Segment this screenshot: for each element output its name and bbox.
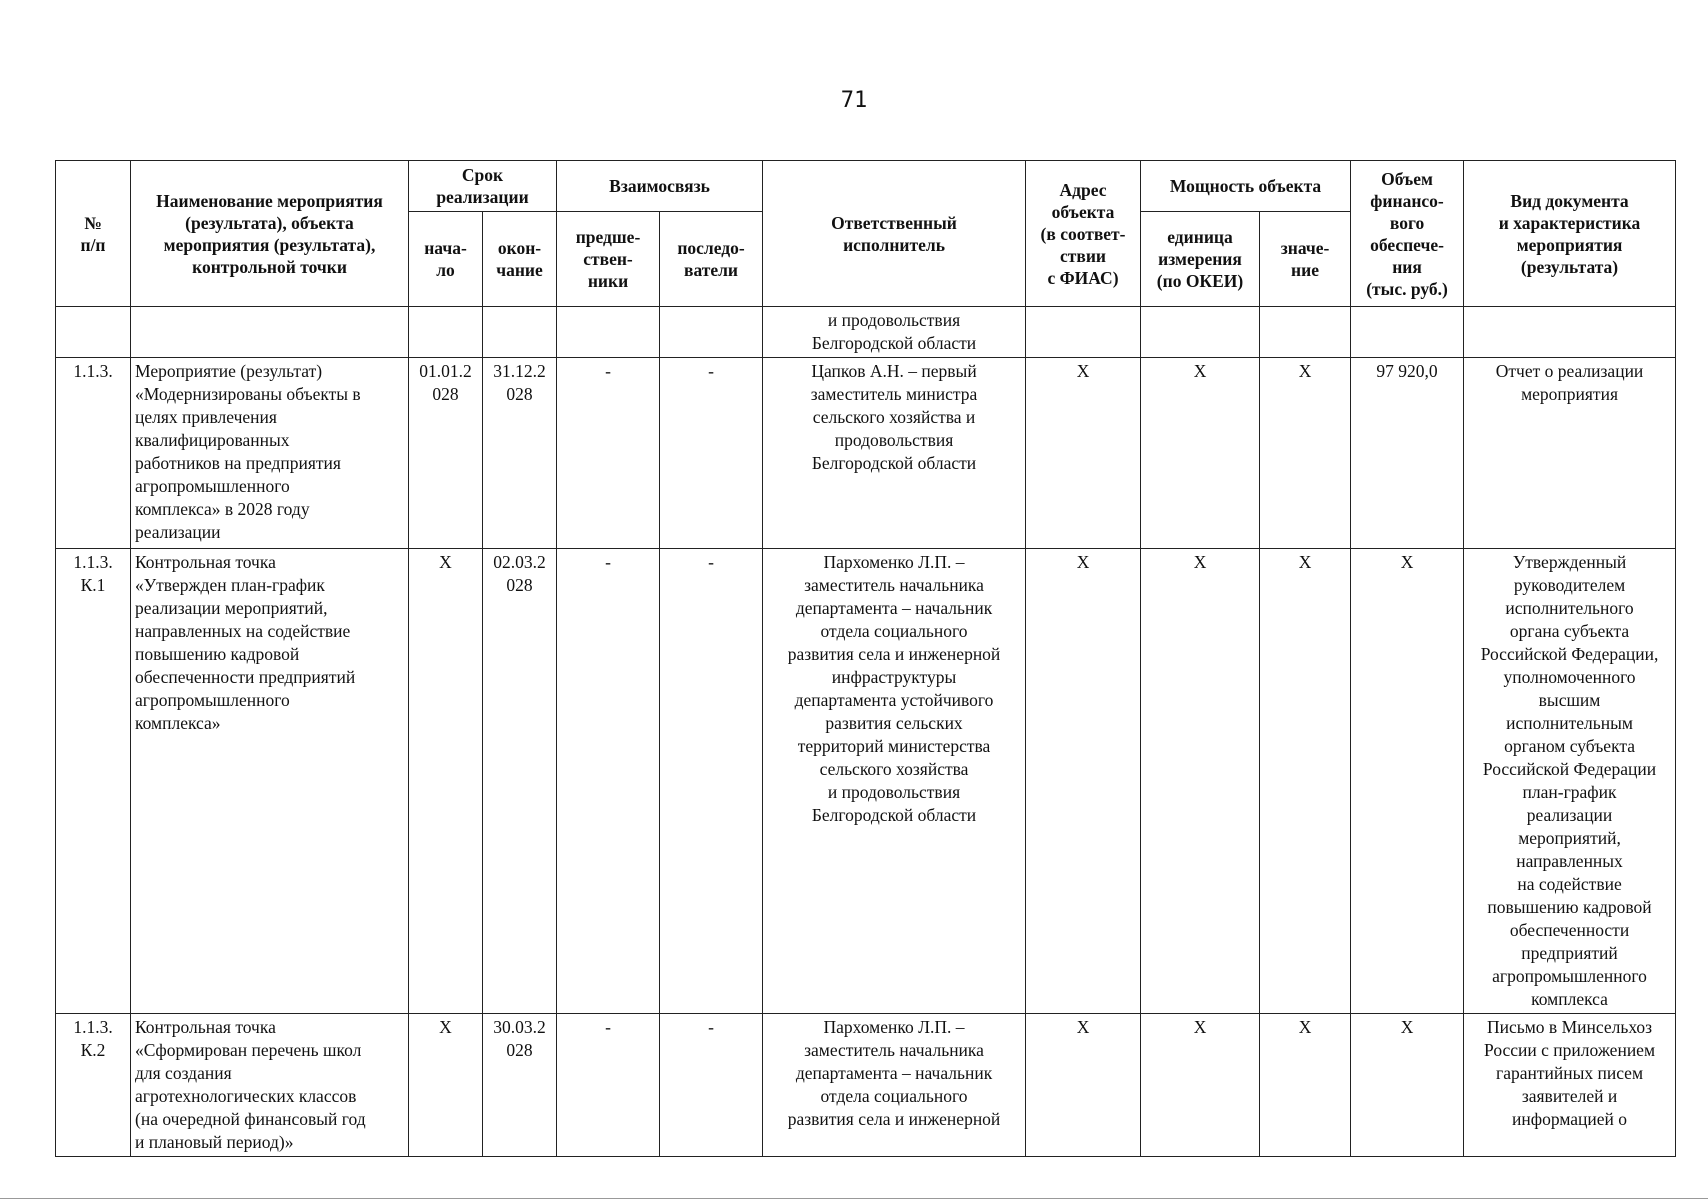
- table-row: [56, 549, 1676, 1014]
- cell-value: X: [1260, 549, 1351, 1014]
- cell-next: -: [660, 1014, 763, 1157]
- header-address: Адрес объекта (в соответ- ствии с ФИАС): [1026, 161, 1141, 307]
- header-link: Взаимосвязь: [557, 161, 763, 212]
- page-number: 71: [840, 88, 868, 113]
- cell-next: -: [660, 549, 763, 1014]
- cell-unit: X: [1141, 1014, 1260, 1157]
- cell-next: -: [660, 358, 763, 549]
- cell-document: Утвержденный руководителем исполнительного органа субъекта Российской Федерации, уполномоченного высшим исполнительным органом субъекта Российской Федерации план-график реализации мероприятий, направленных на содействие повышению кадровой обеспеченности предприятий агропромышленного комплекса: [1464, 549, 1676, 1014]
- scan-edge-line: [0, 1198, 1708, 1199]
- header-capacity-unit: единица измерения (по ОКЕИ): [1141, 212, 1260, 307]
- cell-end: 02.03.2 028: [483, 549, 557, 1014]
- header-num: № п/п: [56, 161, 131, 307]
- cell-executor: Пархоменко Л.П. – заместитель начальника департамента – начальник отдела социального развития села и инженерной инфраструктуры департамента устойчивого развития сельских территорий министерства сельского хозяйства и продовольствия Белгородской области: [763, 549, 1026, 1014]
- cell-finance: X: [1351, 1014, 1464, 1157]
- table-row: [56, 358, 1676, 549]
- header-document: Вид документа и характеристика мероприятия (результата): [1464, 161, 1676, 307]
- cell-end: [483, 307, 557, 358]
- cell-unit: X: [1141, 549, 1260, 1014]
- header-capacity: Мощность объекта: [1141, 161, 1351, 212]
- cell-document: Письмо в Минсельхоз России с приложением гарантийных писем заявителей и информацией о: [1464, 1014, 1676, 1157]
- cell-end: 30.03.2 028: [483, 1014, 557, 1157]
- cell-value: X: [1260, 1014, 1351, 1157]
- plan-table: [55, 160, 1676, 1157]
- cell-start: 01.01.2 028: [409, 358, 483, 549]
- table-row: [56, 307, 1676, 358]
- cell-finance: [1351, 307, 1464, 358]
- cell-value: [1260, 307, 1351, 358]
- header-term-end: окон- чание: [483, 212, 557, 307]
- cell-prev: -: [557, 1014, 660, 1157]
- cell-prev: [557, 307, 660, 358]
- cell-address: X: [1026, 358, 1141, 549]
- cell-num: 1.1.3.: [56, 358, 131, 549]
- cell-next: [660, 307, 763, 358]
- cell-start: X: [409, 549, 483, 1014]
- cell-finance: X: [1351, 549, 1464, 1014]
- header-name: Наименование мероприятия (результата), объекта мероприятия (результата), контрольной точки: [131, 161, 409, 307]
- cell-name: [131, 307, 409, 358]
- cell-prev: -: [557, 358, 660, 549]
- cell-end: 31.12.2 028: [483, 358, 557, 549]
- header-term-start: нача- ло: [409, 212, 483, 307]
- header-row-top: [56, 161, 1676, 212]
- header-capacity-value: значе- ние: [1260, 212, 1351, 307]
- cell-num: [56, 307, 131, 358]
- cell-executor: и продовольствия Белгородской области: [763, 307, 1026, 358]
- header-term: Срок реализации: [409, 161, 557, 212]
- cell-name: Мероприятие (результат) «Модернизированы объекты в целях привлечения квалифицированных работников на предприятия агропромышленного комплекса» в 2028 году реализации: [131, 358, 409, 549]
- cell-executor: Пархоменко Л.П. – заместитель начальника департамента – начальник отдела социального развития села и инженерной: [763, 1014, 1026, 1157]
- cell-address: X: [1026, 549, 1141, 1014]
- table-row: [56, 1014, 1676, 1157]
- cell-unit: [1141, 307, 1260, 358]
- cell-num: 1.1.3. К.2: [56, 1014, 131, 1157]
- header-executor: Ответственный исполнитель: [763, 161, 1026, 307]
- cell-address: [1026, 307, 1141, 358]
- cell-value: X: [1260, 358, 1351, 549]
- cell-num: 1.1.3. К.1: [56, 549, 131, 1014]
- cell-document: [1464, 307, 1676, 358]
- cell-finance: 97 920,0: [1351, 358, 1464, 549]
- cell-name: Контрольная точка «Утвержден план-график реализации мероприятий, направленных на содействие повышению кадровой обеспеченности предприятий агропромышленного комплекса»: [131, 549, 409, 1014]
- header-link-next: последо- ватели: [660, 212, 763, 307]
- cell-start: X: [409, 1014, 483, 1157]
- cell-unit: X: [1141, 358, 1260, 549]
- cell-prev: -: [557, 549, 660, 1014]
- cell-executor: Цапков А.Н. – первый заместитель министра сельского хозяйства и продовольствия Белгородской области: [763, 358, 1026, 549]
- cell-name: Контрольная точка «Сформирован перечень школ для создания агротехнологических классов (на очередной финансовый год и плановый период)»: [131, 1014, 409, 1157]
- cell-address: X: [1026, 1014, 1141, 1157]
- cell-document: Отчет о реализации мероприятия: [1464, 358, 1676, 549]
- cell-start: [409, 307, 483, 358]
- header-finance: Объем финансо- вого обеспече- ния (тыс. руб.): [1351, 161, 1464, 307]
- header-link-prev: предше- ствен- ники: [557, 212, 660, 307]
